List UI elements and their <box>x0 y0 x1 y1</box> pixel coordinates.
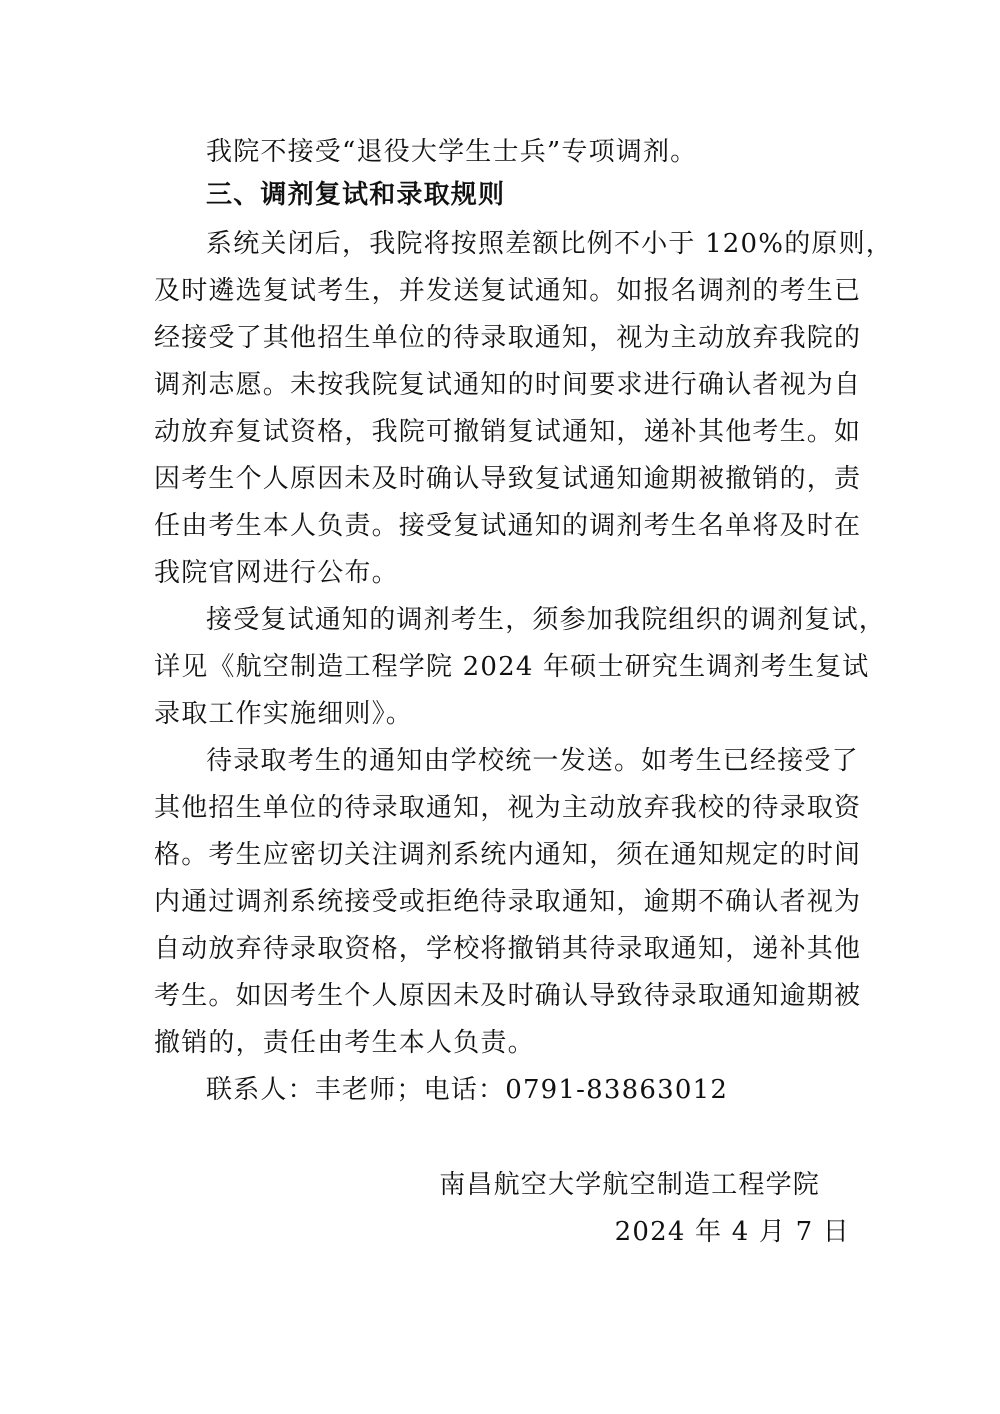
paragraph-3-line-3: 录取工作实施细则》。 <box>154 699 414 729</box>
paragraph-2-line-4: 调剂志愿。未按我院复试通知的时间要求进行确认者视为自 <box>154 370 862 400</box>
paragraph-4-line-5: 自动放弃待录取资格，学校将撤销其待录取通知，递补其他 <box>154 934 862 964</box>
paragraph-4-line-7: 撤销的，责任由考生本人负责。 <box>154 1028 535 1058</box>
section-heading-rules: 三、调剂复试和录取规则 <box>206 180 506 210</box>
paragraph-2-line-8: 我院官网进行公布。 <box>154 558 399 588</box>
paragraph-3-line-2: 详见《航空制造工程学院 2024 年硕士研究生调剂考生复试 <box>154 652 870 682</box>
paragraph-4-line-1: 待录取考生的通知由学校统一发送。如考生已经接受了 <box>206 746 859 776</box>
signature-organization: 南昌航空大学航空制造工程学院 <box>439 1170 820 1200</box>
paragraph-4-line-2: 其他招生单位的待录取通知，视为主动放弃我校的待录取资 <box>154 793 862 823</box>
paragraph-2-line-6: 因考生个人原因未及时确认导致复试通知逾期被撤销的，责 <box>154 464 862 494</box>
paragraph-4-line-4: 内通过调剂系统接受或拒绝待录取通知，逾期不确认者视为 <box>154 887 862 917</box>
paragraph-2-line-1: 系统关闭后，我院将按照差额比例不小于 120%的原则， <box>206 229 893 259</box>
paragraph-2-line-2: 及时遴选复试考生，并发送复试通知。如报名调剂的考生已 <box>154 276 862 306</box>
paragraph-4-line-3: 格。考生应密切关注调剂系统内通知，须在通知规定的时间 <box>154 840 862 870</box>
paragraph-3-line-1: 接受复试通知的调剂考生，须参加我院组织的调剂复试， <box>206 605 887 635</box>
paragraph-2-line-3: 经接受了其他招生单位的待录取通知，视为主动放弃我院的 <box>154 323 862 353</box>
paragraph-no-veteran-adjustment: 我院不接受“退役大学生士兵”专项调剂。 <box>206 137 698 167</box>
paragraph-2-line-7: 任由考生本人负责。接受复试通知的调剂考生名单将及时在 <box>154 511 862 541</box>
signature-date: 2024 年 4 月 7 日 <box>614 1217 850 1247</box>
paragraph-2-line-5: 动放弃复试资格，我院可撤销复试通知，递补其他考生。如 <box>154 417 862 447</box>
paragraph-4-line-6: 考生。如因考生个人原因未及时确认导致待录取通知逾期被 <box>154 981 862 1011</box>
contact-line: 联系人：丰老师；电话：0791-83863012 <box>206 1075 729 1105</box>
